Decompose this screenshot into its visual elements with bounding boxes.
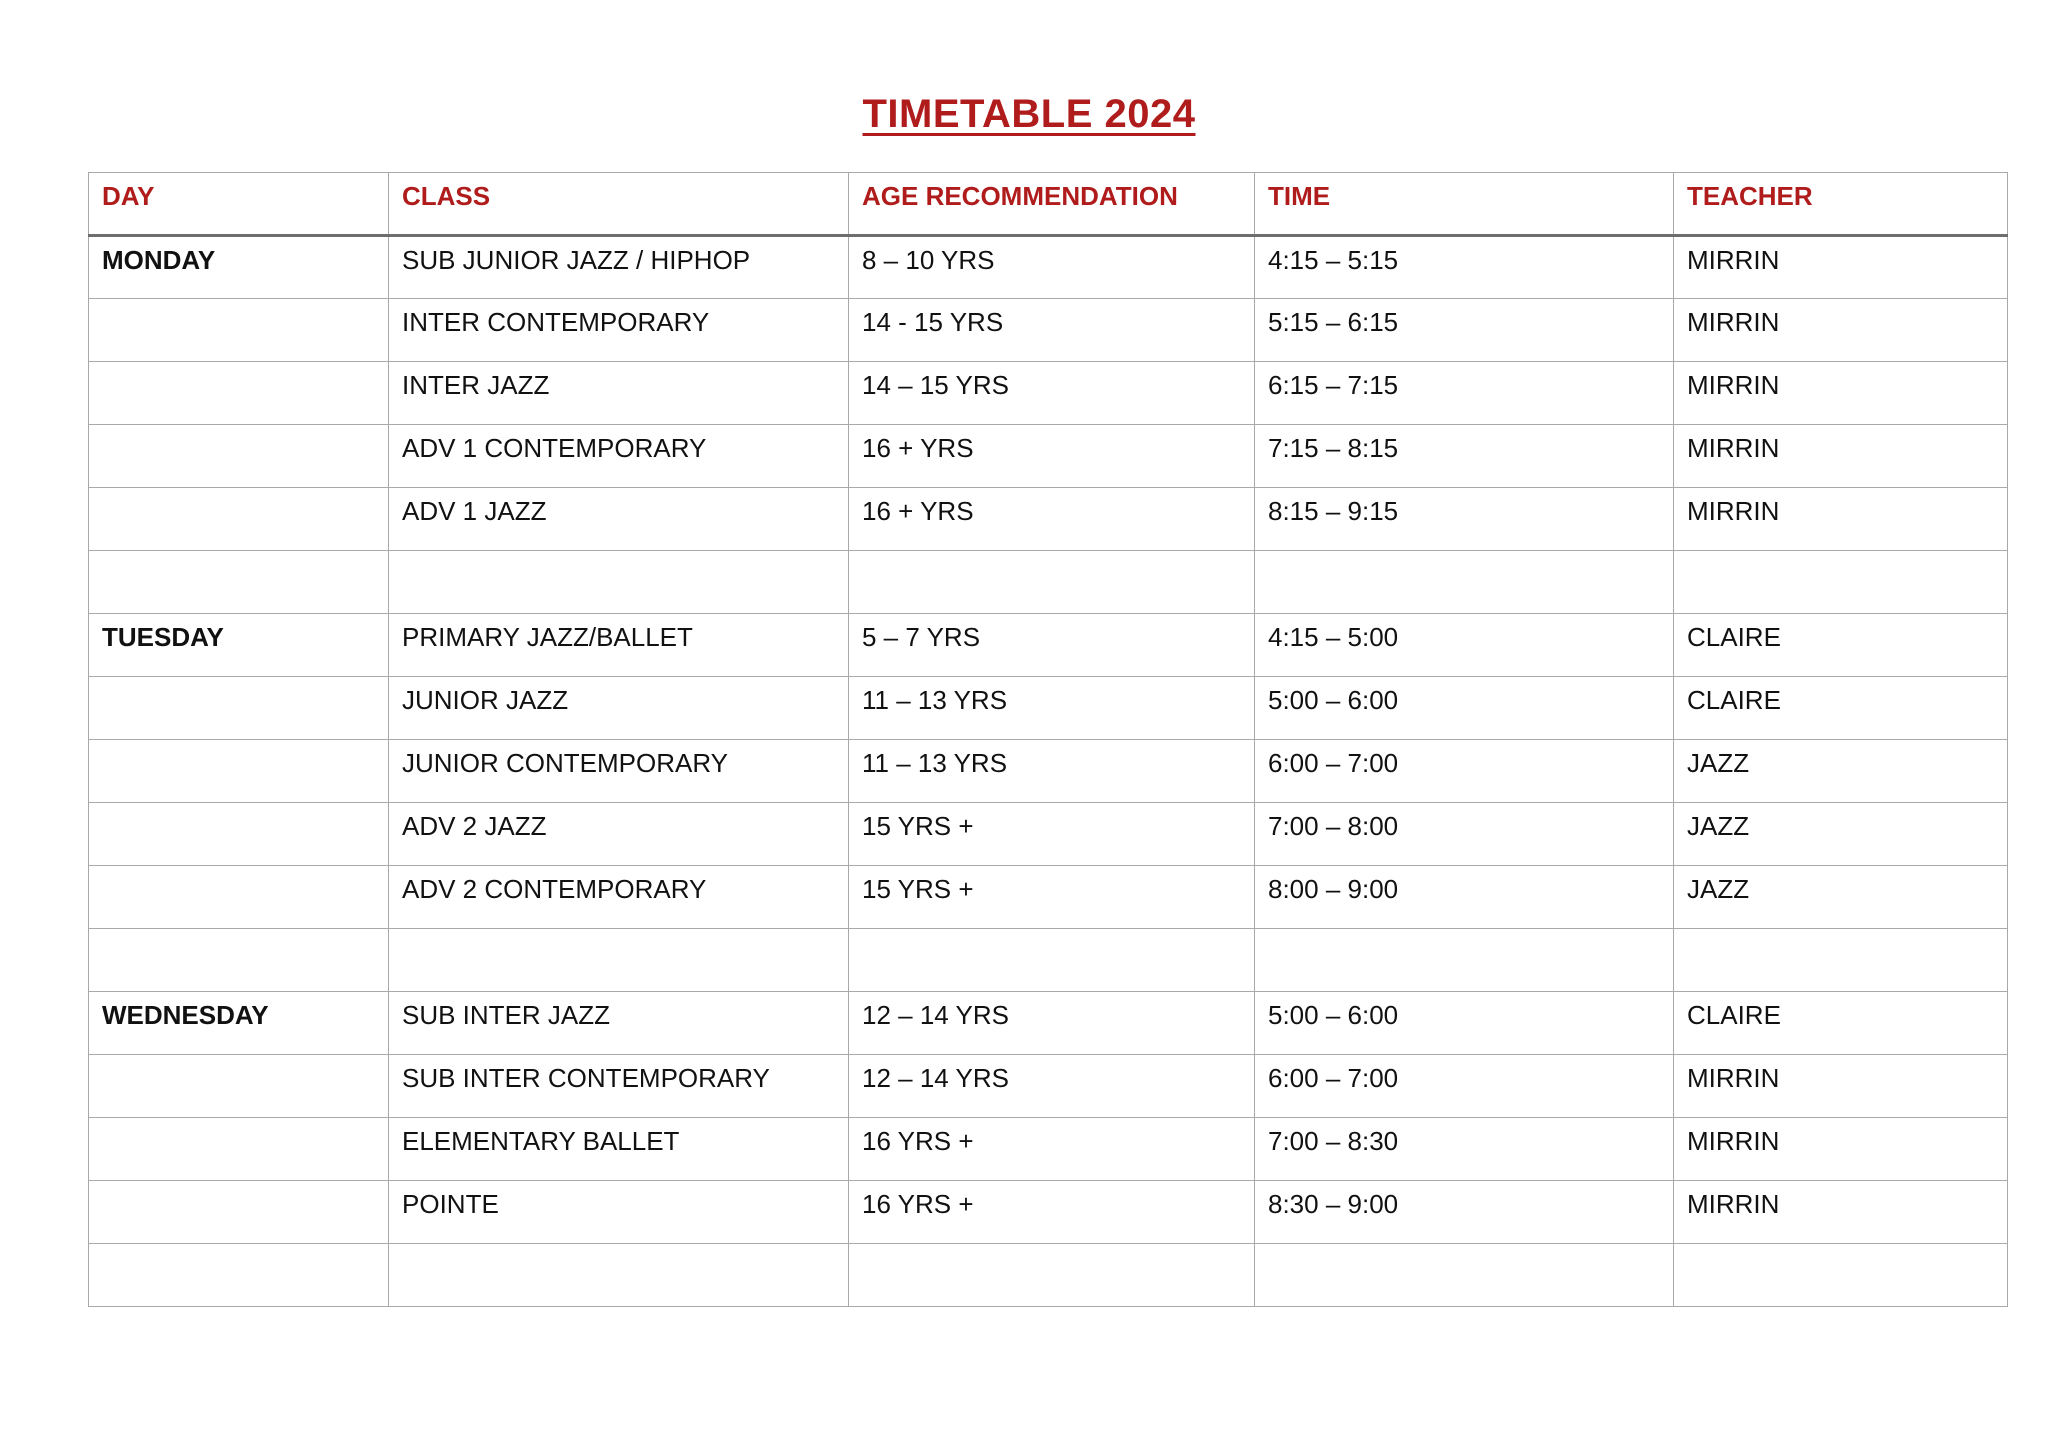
day-cell [89,677,389,740]
teacher-cell: MIRRIN [1674,488,2008,551]
time-cell [1255,929,1674,992]
class-cell: JUNIOR CONTEMPORARY [389,740,849,803]
class-cell [389,929,849,992]
column-header-teacher: TEACHER [1674,173,2008,236]
age-cell: 15 YRS + [849,803,1255,866]
age-cell [849,1244,1255,1307]
class-cell: INTER JAZZ [389,362,849,425]
time-cell [1255,551,1674,614]
teacher-cell: MIRRIN [1674,1055,2008,1118]
table-row [89,740,2008,803]
teacher-cell: CLAIRE [1674,992,2008,1055]
table-row [89,425,2008,488]
time-cell: 7:00 – 8:30 [1255,1118,1674,1181]
teacher-cell [1674,551,2008,614]
table-row-empty [89,551,2008,614]
table-row [89,866,2008,929]
table-row [89,803,2008,866]
age-cell: 12 – 14 YRS [849,1055,1255,1118]
time-cell: 5:00 – 6:00 [1255,677,1674,740]
age-cell: 16 YRS + [849,1118,1255,1181]
table-row [89,362,2008,425]
teacher-cell: CLAIRE [1674,677,2008,740]
class-cell: ADV 2 CONTEMPORARY [389,866,849,929]
table-row [89,992,2008,1055]
age-cell: 16 + YRS [849,425,1255,488]
teacher-cell: MIRRIN [1674,1181,2008,1244]
time-cell: 8:30 – 9:00 [1255,1181,1674,1244]
day-cell [89,1055,389,1118]
time-cell: 6:00 – 7:00 [1255,740,1674,803]
class-cell: ADV 1 JAZZ [389,488,849,551]
age-cell: 14 – 15 YRS [849,362,1255,425]
table-row-empty [89,1244,2008,1307]
class-cell: SUB JUNIOR JAZZ / HIPHOP [389,236,849,299]
table-row [89,677,2008,740]
class-cell: JUNIOR JAZZ [389,677,849,740]
age-cell: 14 - 15 YRS [849,299,1255,362]
day-cell [89,488,389,551]
class-cell: ADV 1 CONTEMPORARY [389,425,849,488]
table-row [89,236,2008,299]
day-cell: MONDAY [89,236,389,299]
class-cell: INTER CONTEMPORARY [389,299,849,362]
day-cell [89,551,389,614]
class-cell: POINTE [389,1181,849,1244]
age-cell: 5 – 7 YRS [849,614,1255,677]
class-cell: ELEMENTARY BALLET [389,1118,849,1181]
time-cell: 6:00 – 7:00 [1255,1055,1674,1118]
teacher-cell: MIRRIN [1674,299,2008,362]
day-cell [89,1244,389,1307]
class-cell [389,1244,849,1307]
table-row [89,1118,2008,1181]
teacher-cell: MIRRIN [1674,1118,2008,1181]
table-row [89,488,2008,551]
teacher-cell: JAZZ [1674,740,2008,803]
age-cell: 15 YRS + [849,866,1255,929]
column-header-age: AGE RECOMMENDATION [849,173,1255,236]
table-row [89,614,2008,677]
teacher-cell [1674,1244,2008,1307]
table-row [89,299,2008,362]
day-cell: TUESDAY [89,614,389,677]
day-cell [89,740,389,803]
time-cell: 8:15 – 9:15 [1255,488,1674,551]
day-cell [89,1118,389,1181]
day-cell [89,929,389,992]
table-row-empty [89,929,2008,992]
day-cell [89,362,389,425]
age-cell: 16 + YRS [849,488,1255,551]
class-cell: SUB INTER JAZZ [389,992,849,1055]
time-cell: 5:00 – 6:00 [1255,992,1674,1055]
teacher-cell: JAZZ [1674,803,2008,866]
class-cell: PRIMARY JAZZ/BALLET [389,614,849,677]
column-header-day: DAY [89,173,389,236]
day-cell [89,299,389,362]
day-cell [89,803,389,866]
table-header-row [89,173,2008,236]
time-cell: 5:15 – 6:15 [1255,299,1674,362]
teacher-cell [1674,929,2008,992]
age-cell: 11 – 13 YRS [849,740,1255,803]
age-cell [849,551,1255,614]
time-cell: 8:00 – 9:00 [1255,866,1674,929]
table-row [89,1055,2008,1118]
time-cell: 7:00 – 8:00 [1255,803,1674,866]
column-header-time: TIME [1255,173,1674,236]
time-cell: 6:15 – 7:15 [1255,362,1674,425]
day-cell: WEDNESDAY [89,992,389,1055]
day-cell [89,425,389,488]
teacher-cell: JAZZ [1674,866,2008,929]
class-cell: SUB INTER CONTEMPORARY [389,1055,849,1118]
class-cell: ADV 2 JAZZ [389,803,849,866]
age-cell: 8 – 10 YRS [849,236,1255,299]
time-cell: 7:15 – 8:15 [1255,425,1674,488]
age-cell [849,929,1255,992]
teacher-cell: CLAIRE [1674,614,2008,677]
time-cell: 4:15 – 5:00 [1255,614,1674,677]
teacher-cell: MIRRIN [1674,362,2008,425]
day-cell [89,866,389,929]
column-header-class: CLASS [389,173,849,236]
age-cell: 11 – 13 YRS [849,677,1255,740]
teacher-cell: MIRRIN [1674,236,2008,299]
age-cell: 12 – 14 YRS [849,992,1255,1055]
time-cell: 4:15 – 5:15 [1255,236,1674,299]
table-row [89,1181,2008,1244]
age-cell: 16 YRS + [849,1181,1255,1244]
timetable [88,172,2008,1307]
time-cell [1255,1244,1674,1307]
teacher-cell: MIRRIN [1674,425,2008,488]
page-title: TIMETABLE 2024 [862,92,1196,136]
day-cell [89,1181,389,1244]
class-cell [389,551,849,614]
